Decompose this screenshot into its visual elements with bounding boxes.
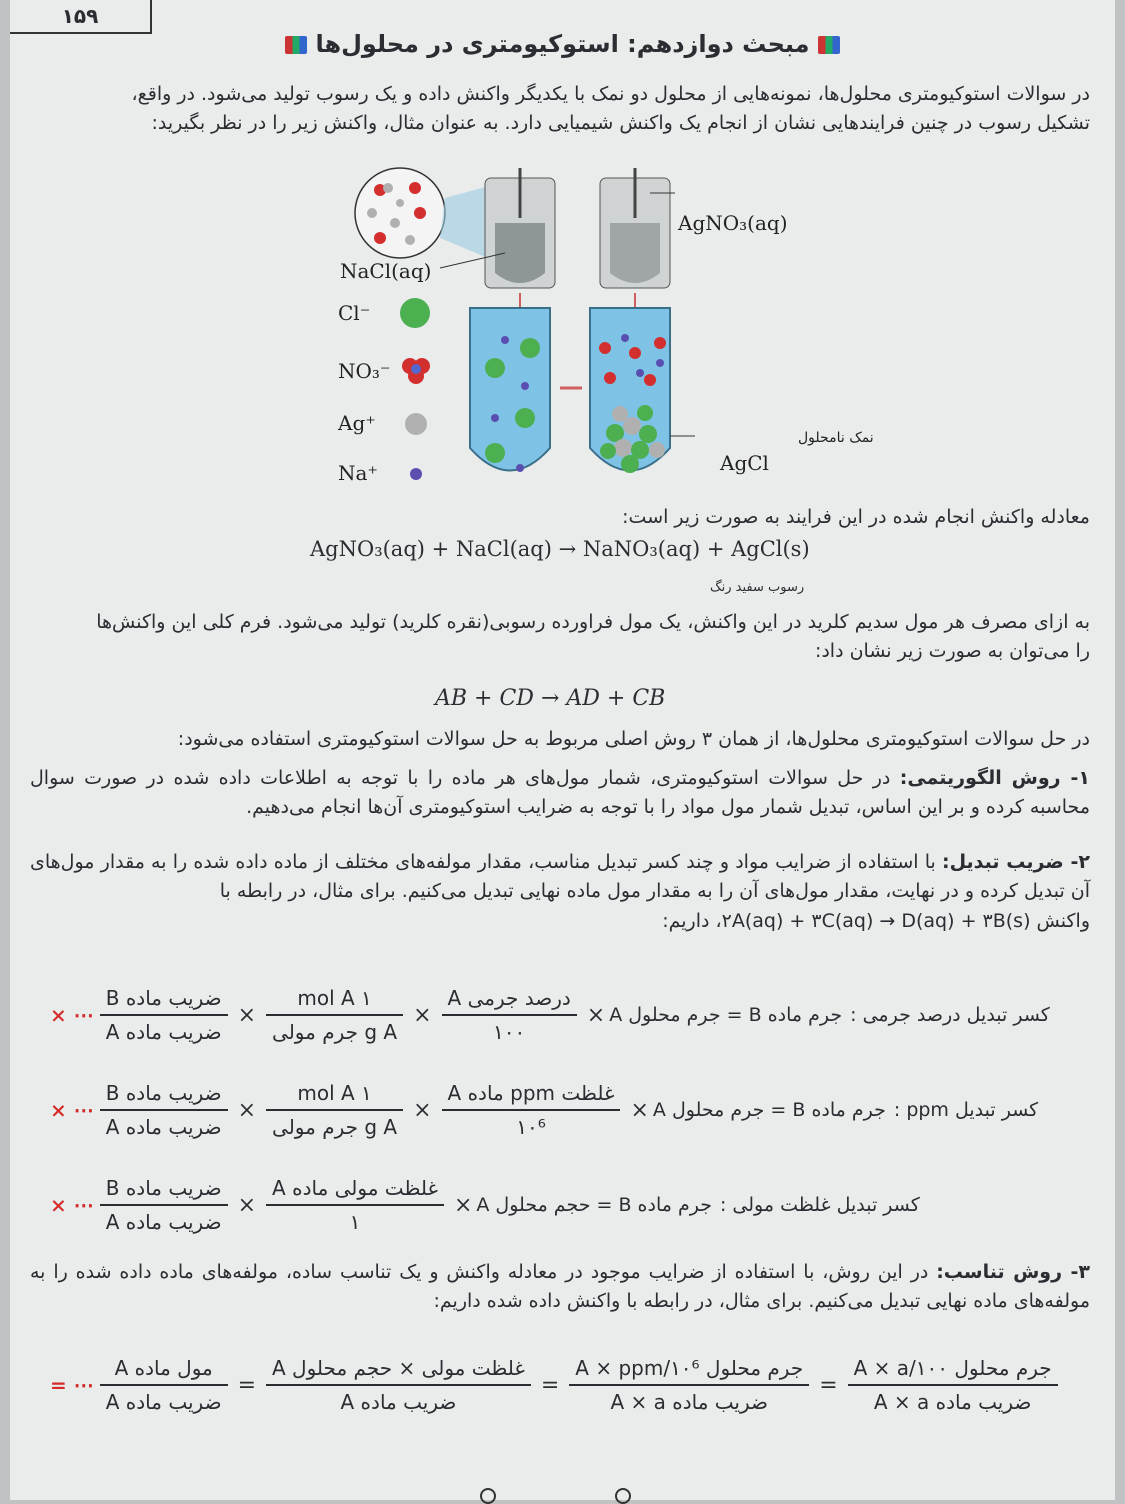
precipitate-label: نمک نامحلول <box>798 430 874 446</box>
textbook-page <box>10 0 1115 1500</box>
nitrate-icon <box>402 358 430 384</box>
reaction-figure <box>320 168 874 508</box>
fraction-coefficient: $\frac{\text{ضریب ماده B}}{\text{ضریب ماده A}}$ <box>100 986 228 1044</box>
conversion-row-mass-percent: × ⋯ $\frac{\text{ضریب ماده B}}{\text{ضریب ماده A}}$ × $\frac{\text{۱ mol A}}{\text{g A جرم مولی}}$ × $\frac{\text{درصد جرمی A}}{۱۰۰}$ × جرم ماده B = جرم محلول A کسر تبدیل درصد جرمی : <box>50 986 1050 1044</box>
fraction-coefficient: $\frac{\text{ضریب ماده B}}{\text{ضریب ماده A}}$ <box>100 1081 228 1139</box>
reaction-equation: AgNO₃(aq) + NaCl(aq) → NaNO₃(aq) + AgCl(s) <box>310 537 810 561</box>
legend-na: Na⁺ <box>338 461 378 485</box>
page-number: ۱۵۹ <box>10 0 152 34</box>
legend-cl: Cl⁻ <box>338 301 371 325</box>
conversion-row-molarity: × ⋯ $\frac{\text{ضریب ماده B}}{\text{ضریب ماده A}}$ × $\frac{\text{غلظت مولی ماده A}}{۱}$ × جرم ماده B = حجم محلول A کسر تبدیل غلظت مولی : <box>50 1176 920 1234</box>
legend-no3: NO₃⁻ <box>338 359 391 383</box>
title-text: مبحث دوازدهم: استوکیومتری در محلول‌ها <box>315 30 810 58</box>
intro-line: در سوالات استوکیومتری محلول‌ها، نمونه‌هایی از محلول دو نمک با یکدیگر واکنش داده و یک رسوب تولید می‌شود. در واقع، <box>131 83 1090 105</box>
intro-paragraph <box>30 80 1090 139</box>
conversion-lhs: جرم ماده B = جرم محلول A <box>609 1004 843 1026</box>
legend-ag: Ag⁺ <box>338 411 376 435</box>
proportion-fraction: $\frac{\text{جرم محلول A × a/۱۰۰}}{\text{ضریب ماده A × a}}$ <box>848 1356 1058 1414</box>
proportion-fraction: $\frac{\text{مول ماده A}}{\text{ضریب ماده A}}$ <box>100 1356 228 1414</box>
page-title <box>10 30 1115 58</box>
method-2 <box>30 848 1090 936</box>
method3-text: در این روش، با استفاده از ضرایب موجود در معادله واکنش و یک تناسب ساده، مولفه‌های ماده داده شده را به مولفه‌های ماده نهایی تبدیل می‌کنیم. برای مثال، در رابطه با واکنش داده شده داریم: <box>30 1261 1090 1313</box>
sodium-ion-icon <box>410 468 422 480</box>
fraction-molar-mass: $\frac{\text{۱ mol A}}{\text{g A جرم مولی}}$ <box>266 1081 403 1139</box>
fraction-molarity: $\frac{\text{غلظت مولی ماده A}}{۱}$ <box>266 1176 444 1234</box>
method3-heading: ۳- روش تناسب: <box>936 1261 1090 1283</box>
intro-line: تشکیل رسوب در چنین فرایندهایی نشان از انجام یک واکنش شیمیایی دارد. به عنوان مثال، واکنش زیر را در نظر بگیرید: <box>151 112 1090 135</box>
binding-ring <box>480 1488 496 1504</box>
conversion-label: کسر تبدیل ppm : <box>893 1099 1039 1121</box>
proportion-fraction: $\frac{\text{جرم محلول A × ppm/۱۰⁶}}{\text{ضریب ماده A × a}}$ <box>569 1356 809 1414</box>
para2-line: به ازای مصرف هر مول سدیم کلرید در این واکنش، یک مول فراورده رسوبی(نقره کلرید) تولید می‌شود. فرم کلی این واکنش‌ها <box>96 611 1090 633</box>
conversion-tail: × ⋯ <box>50 1098 94 1122</box>
general-form: AB + CD → AD + CB <box>435 686 666 711</box>
conversion-row-ppm: × ⋯ $\frac{\text{ضریب ماده B}}{\text{ضریب ماده A}}$ × $\frac{\text{۱ mol A}}{\text{g A جرم مولی}}$ × $\frac{\text{غلظت ppm ماده A}}{\text{۱۰⁶}}$ × جرم ماده B = جرم محلول A کسر تبدیل ppm : <box>50 1081 1039 1139</box>
para2-line: را می‌توان به صورت زیر نشان داد: <box>814 640 1090 663</box>
binding-ring <box>615 1488 631 1504</box>
method2-heading: ۲- ضریب تبدیل: <box>941 851 1090 873</box>
proportion-tail: = ⋯ <box>50 1373 94 1397</box>
chloride-icon <box>400 298 430 328</box>
agno3-label: AgNO₃(aq) <box>678 211 788 235</box>
conversion-label: کسر تبدیل غلظت مولی : <box>719 1194 920 1216</box>
book-icon <box>818 36 840 54</box>
method-3 <box>30 1258 1090 1317</box>
fraction-percent: $\frac{\text{درصد جرمی A}}{۱۰۰}$ <box>442 986 577 1044</box>
equation-intro: معادله واکنش انجام شده در این فرایند به صورت زیر است: <box>622 506 1090 528</box>
methods-intro: در حل سوالات استوکیومتری محلول‌ها، از همان ۳ روش اصلی مربوط به حل سوالات استوکیومتری استفاده می‌شود: <box>177 728 1090 750</box>
left-test-tube <box>470 308 550 471</box>
fraction-ppm: $\frac{\text{غلظت ppm ماده A}}{\text{۱۰⁶}}$ <box>442 1081 621 1139</box>
conversion-lhs: جرم ماده B = جرم محلول A <box>652 1099 886 1121</box>
proportion-row: = ⋯ $\frac{\text{مول ماده A}}{\text{ضریب ماده A}}$ = $\frac{\text{غلظت مولی × حجم محلول A}}{\text{ضریب ماده A}}$ = $\frac{\text{جرم محلول A × ppm/۱۰⁶}}{\text{ضریب ماده A × a}}$ = $\frac{\text{جرم محلول A × a/۱۰۰}}{\text{ضریب ماده A × a}}$ <box>50 1340 1080 1430</box>
method2-example: واکنش ۲A(aq) + ۳C(aq) → D(aq) + ۳B(s)، داریم: <box>662 909 1090 932</box>
fraction-molar-mass: $\frac{\text{۱ mol A}}{\text{g A جرم مولی}}$ <box>266 986 403 1044</box>
agno3-dropper-liquid <box>610 223 660 283</box>
book-icon <box>285 36 307 54</box>
conversion-label: کسر تبدیل درصد جرمی : <box>850 1004 1050 1026</box>
precipitate-note: رسوب سفید رنگ <box>710 580 805 595</box>
method2-text: با استفاده از ضرایب مواد و چند کسر تبدیل مناسب، مقدار مولفه‌های مختلف از ماده داده شده را به مقدار مول‌های آن تبدیل کرده و در نهایت، مقدار مول‌های آن را به مقدار مول ماده نهایی تبدیل می‌کنیم. برای مثال، در رابطه با <box>30 851 1090 903</box>
conversion-lhs: جرم ماده B = حجم محلول A <box>476 1194 712 1216</box>
method1-text: در حل سوالات استوکیومتری، شمار مول‌های هر ماده را با توجه به اطلاعات داده شده در صورت سوال محاسبه کرده و بر این اساس، تبدیل شمار مول مواد را با توجه به ضرایب استوکیومتری آن‌ها انجام می‌دهیم. <box>30 767 1090 819</box>
nacl-label: NaCl(aq) <box>340 259 432 283</box>
method-1 <box>30 764 1090 823</box>
nacl-dropper-liquid <box>495 223 545 283</box>
proportion-fraction: $\frac{\text{غلظت مولی × حجم محلول A}}{\text{ضریب ماده A}}$ <box>266 1356 531 1414</box>
silver-ion-icon <box>405 413 427 435</box>
precipitate-formula: AgCl <box>720 451 769 475</box>
fraction-coefficient: $\frac{\text{ضریب ماده B}}{\text{ضریب ماده A}}$ <box>100 1176 228 1234</box>
method1-heading: ۱- روش الگوریتمی: <box>899 767 1091 789</box>
conversion-tail: × ⋯ <box>50 1193 94 1217</box>
paragraph-2 <box>30 608 1090 667</box>
conversion-tail: × ⋯ <box>50 1003 94 1027</box>
